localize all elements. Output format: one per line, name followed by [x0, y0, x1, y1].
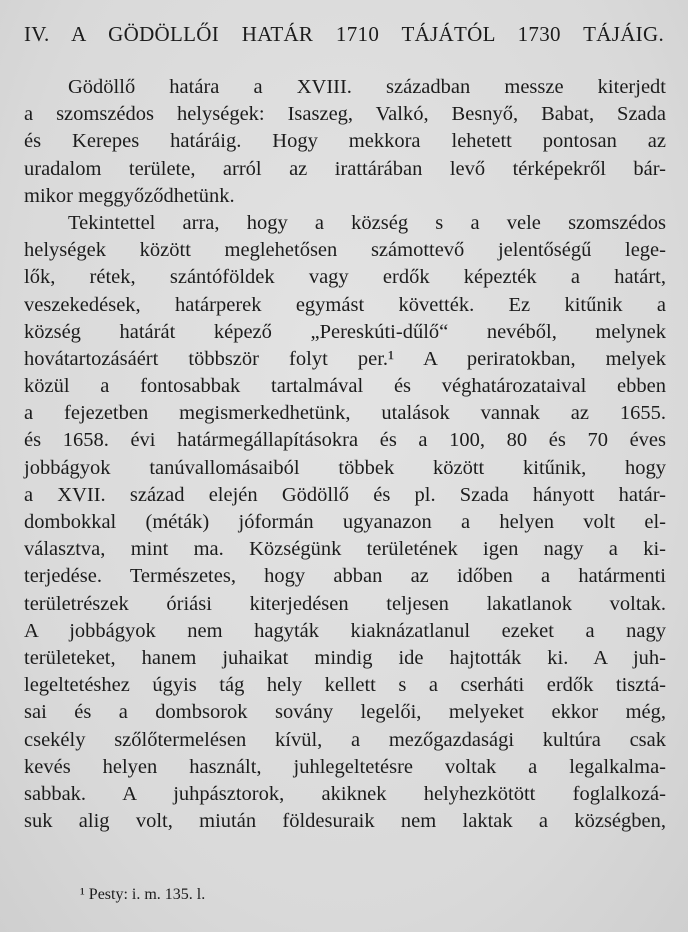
- text-line: dombokkal (méták) jóformán ugyanazon a helyen volt el-: [24, 511, 666, 533]
- text-line: kevés helyen használt, juhlegeltetésre voltak a legalkalma-: [24, 755, 666, 778]
- footnote: ¹ Pesty: i. m. 135. l.: [80, 886, 206, 903]
- text-line: Tekintettel arra, hogy a község s a vele szomszédos: [68, 211, 666, 234]
- text-line: a XVII. század elején Gödöllő és pl. Szada hányott határ-: [24, 483, 666, 506]
- text-line: sai és a dombsorok sovány legelői, melyeket ekkor még,: [24, 701, 666, 724]
- text-line: helységek között meglehetősen számottevő jelentőségű lege-: [24, 239, 666, 262]
- text-line: Gödöllő határa a XVIII. században messze kiterjedt: [68, 76, 666, 98]
- text-line: és 1658. évi határmegállapításokra és a 100, 80 és 70 éves: [24, 429, 666, 452]
- text-line: község határát képező „Pereskúti-dűlő“ nevéből, melynek: [24, 320, 666, 343]
- text-line: a fejezetben megismerkedhetünk, utalások vannak az 1655.: [24, 402, 666, 425]
- text-line: területrészek óriási kiterjedésen teljesen lakatlanok voltak.: [24, 592, 666, 615]
- text-line: uradalom területe, arról az irattárában levő térképekről bár-: [24, 157, 666, 180]
- text-line: terjedése. Természetes, hogy abban az időben a határmenti: [24, 565, 666, 588]
- body-text: [24, 74, 666, 835]
- text-line: jobbágyok tanúvallomásaiból többek között kitűnik, hogy: [24, 456, 666, 479]
- chapter-title: IV. A GÖDÖLLŐI HATÁR 1710 TÁJÁTÓL 1730 TÁJÁIG.: [24, 22, 664, 46]
- text-line: csekély szőlőtermelésen kívül, a mezőgazdasági kultúra csak: [24, 728, 666, 751]
- text-line: mikor meggyőződhetünk.: [24, 184, 235, 207]
- text-line: legeltetéshez úgyis tág hely kellett s a cserháti erdők tisztá-: [24, 674, 666, 697]
- text-line: választva, mint ma. Községünk területének igen nagy a ki-: [24, 538, 666, 561]
- text-line: A jobbágyok nem hagyták kiaknázatlanul ezeket a nagy: [24, 619, 666, 642]
- text-line: közül a fontosabbak tartalmával és véghatározataival ebben: [24, 375, 666, 398]
- text-line: területeket, hanem juhaikat mindig ide hajtották ki. A juh-: [24, 646, 666, 669]
- text-line: hovátartozásáért többször folyt per.¹ A periratokban, melyek: [24, 347, 666, 370]
- text-line: veszekedések, határperek egymást követték. Ez kitűnik a: [24, 293, 666, 316]
- text-line: a szomszédos helységek: Isaszeg, Valkó, Besnyő, Babat, Szada: [24, 103, 666, 126]
- text-line: lők, rétek, szántóföldek vagy erdők képezték a határt,: [24, 266, 666, 289]
- text-line: és Kerepes határáig. Hogy mekkora lehetett pontosan az: [24, 130, 666, 153]
- text-line: sabbak. A juhpásztorok, akiknek helyhezkötött foglalkozá-: [24, 782, 666, 805]
- text-line: suk alig volt, miután földesuraik nem laktak a községben,: [24, 810, 666, 833]
